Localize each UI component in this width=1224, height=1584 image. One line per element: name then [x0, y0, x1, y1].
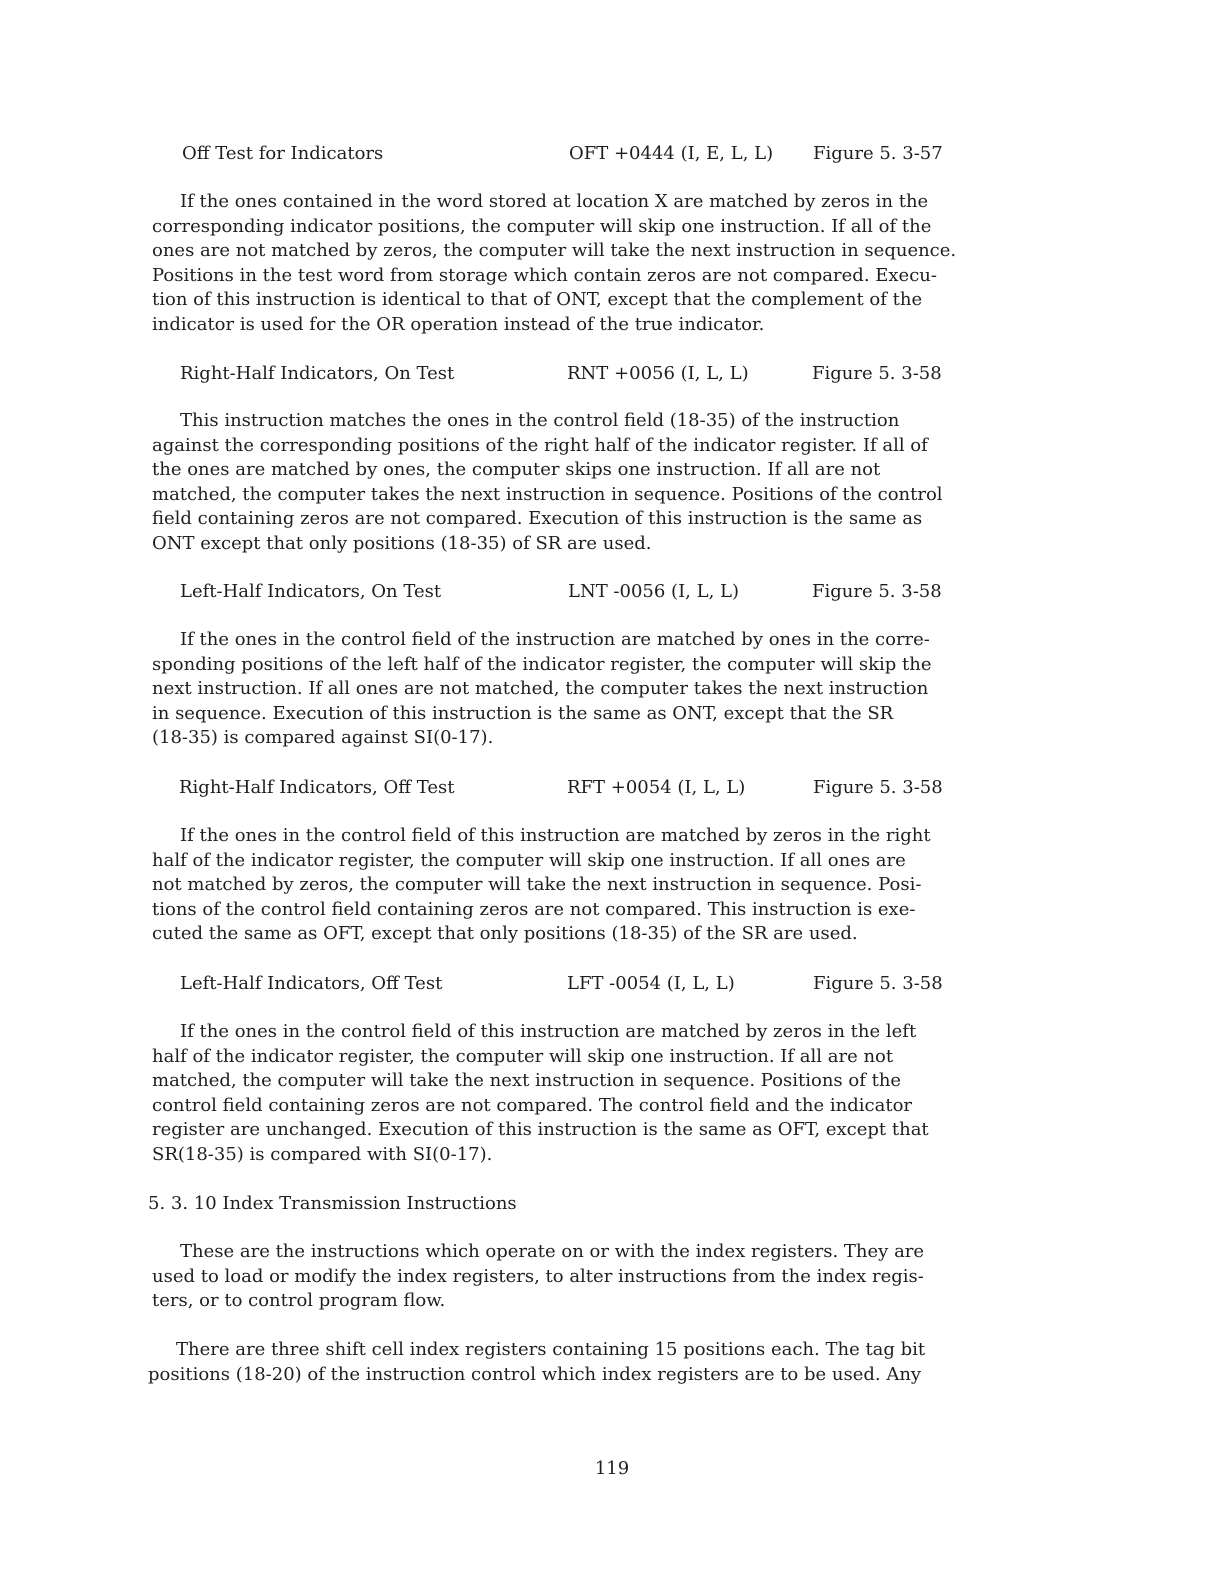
- instruction-heading-rft: [179, 775, 979, 801]
- text-line: the ones are matched by ones, the computer skips one instruction. If all are not: [152, 459, 881, 480]
- text-line: against the corresponding positions of the right half of the indicator register. If all of: [152, 434, 928, 456]
- instruction-description-lnt: [152, 628, 1002, 751]
- instruction-figure-ref: Figure 5. 3-58: [812, 363, 942, 384]
- text-line: There are three shift cell index registers containing 15 positions each. The tag bit: [176, 1339, 926, 1360]
- text-line: tion of this instruction is identical to that of ONT, except that the complement of the: [152, 289, 923, 310]
- instruction-code: RFT +0054 (I, L, L): [567, 777, 746, 798]
- instruction-name: Right-Half Indicators, On Test: [180, 363, 455, 384]
- instruction-figure-ref: Figure 5. 3-58: [812, 581, 942, 602]
- text-line: indicator is used for the OR operation instead of the true indicator.: [152, 313, 765, 335]
- instruction-name: Right-Half Indicators, Off Test: [179, 777, 455, 798]
- instruction-figure-ref: Figure 5. 3-58: [813, 973, 943, 994]
- text-line: ters, or to control program flow.: [152, 1290, 446, 1311]
- text-line: control field containing zeros are not compared. The control field and the indicator: [152, 1094, 913, 1116]
- instruction-code: OFT +0444 (I, E, L, L): [569, 143, 774, 164]
- instruction-figure-ref: Figure 5. 3-58: [813, 777, 943, 798]
- text-line: half of the indicator register, the computer will skip one instruction. If all are not: [152, 1045, 894, 1067]
- instruction-description-rft: [152, 824, 1002, 947]
- text-line: not matched by zeros, the computer will take the next instruction in sequence. Posi-: [152, 874, 922, 895]
- text-line: If the ones in the control field of this instruction are matched by zeros in the left: [180, 1021, 917, 1042]
- text-line: If the ones contained in the word stored at location X are matched by zeros in the: [180, 191, 929, 212]
- text-line: ones are not matched by zeros, the computer will take the next instruction in sequence.: [152, 240, 957, 261]
- instruction-description-lft: [152, 1020, 1002, 1167]
- text-line: tions of the control field containing zeros are not compared. This instruction is exe-: [152, 898, 916, 920]
- text-line: corresponding indicator positions, the computer will skip one instruction. If all of the: [152, 215, 932, 237]
- text-line: positions (18-20) of the instruction control which index registers are to be used. Any: [148, 1363, 922, 1385]
- text-line: (18-35) is compared against SI(0-17).: [152, 727, 494, 748]
- text-line: matched, the computer will take the next instruction in sequence. Positions of the: [152, 1070, 902, 1091]
- section-paragraph-1: [152, 1240, 1002, 1314]
- section-paragraph-2: [148, 1338, 998, 1387]
- instruction-name: Left-Half Indicators, On Test: [180, 581, 442, 602]
- instruction-description-oft: [152, 190, 1002, 337]
- text-line: These are the instructions which operate on or with the index registers. They are: [180, 1241, 925, 1262]
- instruction-code: LFT -0054 (I, L, L): [567, 973, 735, 994]
- text-line: If the ones in the control field of this instruction are matched by zeros in the right: [180, 825, 931, 846]
- text-line: This instruction matches the ones in the control field (18-35) of the instruction: [180, 410, 900, 431]
- instruction-description-rnt: [152, 409, 1002, 556]
- instruction-code: RNT +0056 (I, L, L): [567, 363, 749, 384]
- text-line: next instruction. If all ones are not matched, the computer takes the next instruction: [152, 678, 929, 699]
- text-line: used to load or modify the index registers, to alter instructions from the index regis-: [152, 1265, 924, 1287]
- text-line: Positions in the test word from storage which contain zeros are not compared. Execu-: [152, 264, 937, 286]
- text-line: in sequence. Execution of this instruction is the same as ONT, except that the SR: [152, 702, 894, 724]
- text-line: field containing zeros are not compared. Execution of this instruction is the same as: [152, 508, 923, 529]
- text-line: ONT except that only positions (18-35) of SR are used.: [152, 532, 652, 554]
- instruction-heading-rnt: [180, 361, 980, 387]
- text-line: sponding positions of the left half of the indicator register, the computer will skip the: [152, 653, 932, 675]
- text-line: half of the indicator register, the computer will skip one instruction. If all ones are: [152, 849, 906, 871]
- section-heading: 5. 3. 10 Index Transmission Instructions: [148, 1193, 517, 1214]
- instruction-code: LNT -0056 (I, L, L): [568, 581, 739, 602]
- instruction-figure-ref: Figure 5. 3-57: [813, 143, 943, 164]
- text-line: SR(18-35) is compared with SI(0-17).: [152, 1143, 493, 1165]
- text-line: register are unchanged. Execution of this instruction is the same as OFT, except that: [152, 1119, 929, 1140]
- page-number: 119: [594, 1458, 630, 1479]
- instruction-name: Left-Half Indicators, Off Test: [180, 973, 443, 994]
- instruction-name: Off Test for Indicators: [182, 143, 384, 164]
- text-line: cuted the same as OFT, except that only positions (18-35) of the SR are used.: [152, 923, 858, 944]
- instruction-heading-lnt: [180, 579, 980, 605]
- instruction-heading-oft: [182, 141, 982, 167]
- text-line: If the ones in the control field of the instruction are matched by ones in the corre-: [180, 629, 930, 650]
- instruction-heading-lft: [180, 971, 980, 997]
- text-line: matched, the computer takes the next instruction in sequence. Positions of the control: [152, 483, 943, 505]
